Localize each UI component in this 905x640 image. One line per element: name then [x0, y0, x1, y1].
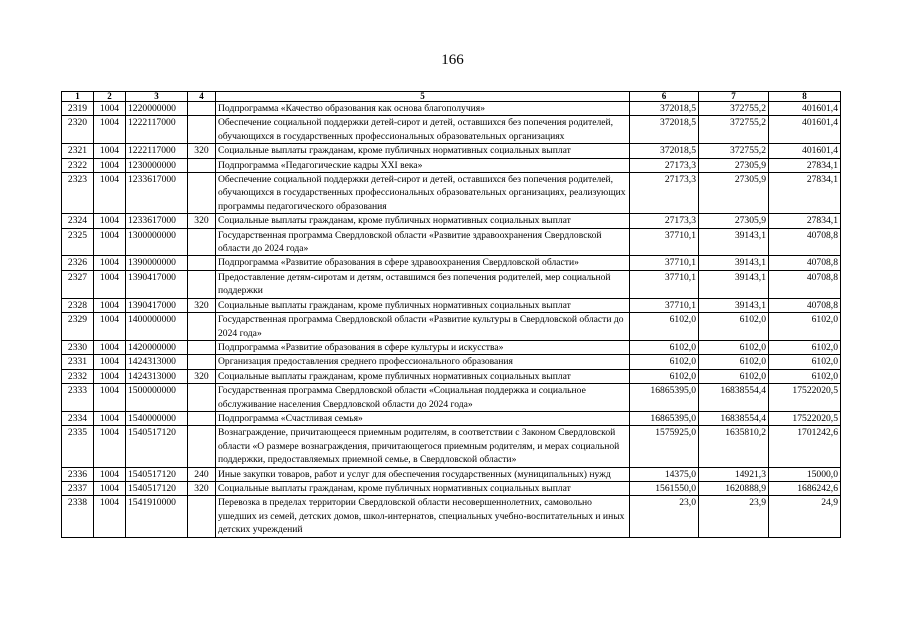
target-article-cell: 1424313000: [126, 369, 188, 383]
table-row: [62, 411, 841, 425]
row-number-cell: 2322: [62, 158, 94, 172]
expense-type-cell: 320: [188, 369, 216, 383]
expense-type-cell: [188, 158, 216, 172]
section-code-cell: 1004: [94, 144, 126, 158]
name-cell: Предоставление детям-сиротам и детям, оставшимся без попечения родителей, мер социальной поддержки: [216, 270, 630, 298]
expense-type-cell: [188, 313, 216, 341]
section-code-cell: 1004: [94, 467, 126, 481]
amount-2024-cell: 6102,0: [769, 369, 841, 383]
row-number-cell: 2321: [62, 144, 94, 158]
section-code-cell: 1004: [94, 214, 126, 228]
target-article-cell: 1390000000: [126, 256, 188, 270]
amount-2023-cell: 372755,2: [699, 144, 769, 158]
expense-type-cell: [188, 355, 216, 369]
section-code-cell: 1004: [94, 426, 126, 467]
expense-type-cell: [188, 426, 216, 467]
amount-2024-cell: 401601,4: [769, 116, 841, 144]
expense-type-cell: [188, 173, 216, 214]
amount-2024-cell: 6102,0: [769, 355, 841, 369]
expense-type-cell: [188, 411, 216, 425]
amount-2023-cell: 372755,2: [699, 116, 769, 144]
section-code-cell: 1004: [94, 355, 126, 369]
row-number-cell: 2337: [62, 481, 94, 495]
name-cell: Перевозка в пределах территории Свердловской области несовершеннолетних, самовольно ушедших из семей, детских домов, школ-интернатов, специальных учебно-воспитательных и иных детских учреждений: [216, 496, 630, 537]
expense-type-cell: [188, 102, 216, 116]
target-article-cell: 1233617000: [126, 214, 188, 228]
row-number-cell: 2334: [62, 411, 94, 425]
table-row: [62, 116, 841, 144]
amount-2022-cell: 1575925,0: [630, 426, 699, 467]
amount-2022-cell: 16865395,0: [630, 384, 699, 412]
row-number-cell: 2332: [62, 369, 94, 383]
table-row: [62, 144, 841, 158]
name-cell: Социальные выплаты гражданам, кроме публичных нормативных социальных выплат: [216, 144, 630, 158]
name-cell: Государственная программа Свердловской области «Социальная поддержка и социальное обслуживание населения Свердловской области до 2024 года»: [216, 384, 630, 412]
row-number-cell: 2338: [62, 496, 94, 537]
row-number-cell: 2326: [62, 256, 94, 270]
name-cell: Подпрограмма «Развитие образования в сфере культуры и искусства»: [216, 340, 630, 354]
section-code-cell: 1004: [94, 340, 126, 354]
amount-2023-cell: 27305,9: [699, 214, 769, 228]
amount-2023-cell: 16838554,4: [699, 411, 769, 425]
section-code-cell: 1004: [94, 496, 126, 537]
header-col-7: 7: [699, 92, 769, 102]
name-cell: Подпрограмма «Качество образования как основа благополучия»: [216, 102, 630, 116]
table-row: [62, 496, 841, 537]
amount-2022-cell: 27173,3: [630, 214, 699, 228]
amount-2024-cell: 6102,0: [769, 340, 841, 354]
amount-2022-cell: 23,0: [630, 496, 699, 537]
row-number-cell: 2325: [62, 228, 94, 256]
target-article-cell: 1420000000: [126, 340, 188, 354]
table-row: [62, 102, 841, 116]
name-cell: Социальные выплаты гражданам, кроме публичных нормативных социальных выплат: [216, 481, 630, 495]
target-article-cell: 1400000000: [126, 313, 188, 341]
amount-2023-cell: 14921,3: [699, 467, 769, 481]
row-number-cell: 2330: [62, 340, 94, 354]
row-number-cell: 2327: [62, 270, 94, 298]
section-code-cell: 1004: [94, 228, 126, 256]
amount-2023-cell: 372755,2: [699, 102, 769, 116]
amount-2023-cell: 39143,1: [699, 256, 769, 270]
section-code-cell: 1004: [94, 313, 126, 341]
target-article-cell: 1540517120: [126, 426, 188, 467]
table-row: [62, 426, 841, 467]
amount-2024-cell: 27834,1: [769, 173, 841, 214]
amount-2024-cell: 17522020,5: [769, 411, 841, 425]
amount-2022-cell: 37710,1: [630, 228, 699, 256]
header-col-3: 3: [126, 92, 188, 102]
table-row: [62, 270, 841, 298]
amount-2023-cell: 1635810,2: [699, 426, 769, 467]
target-article-cell: 1500000000: [126, 384, 188, 412]
name-cell: Социальные выплаты гражданам, кроме публичных нормативных социальных выплат: [216, 214, 630, 228]
table-body: [62, 102, 841, 538]
target-article-cell: 1540517120: [126, 481, 188, 495]
target-article-cell: 1220000000: [126, 102, 188, 116]
amount-2022-cell: 6102,0: [630, 355, 699, 369]
budget-table: [61, 91, 841, 538]
amount-2024-cell: 401601,4: [769, 144, 841, 158]
amount-2022-cell: 372018,5: [630, 102, 699, 116]
target-article-cell: 1222117000: [126, 116, 188, 144]
section-code-cell: 1004: [94, 256, 126, 270]
target-article-cell: 1300000000: [126, 228, 188, 256]
name-cell: Обеспечение социальной поддержки детей-сирот и детей, оставшихся без попечения родителей, обучающихся в государственных профессиональных образовательных организациях: [216, 116, 630, 144]
amount-2022-cell: 372018,5: [630, 144, 699, 158]
table-row: [62, 384, 841, 412]
amount-2022-cell: 16865395,0: [630, 411, 699, 425]
amount-2022-cell: 6102,0: [630, 313, 699, 341]
section-code-cell: 1004: [94, 173, 126, 214]
table-row: [62, 355, 841, 369]
amount-2022-cell: 27173,3: [630, 173, 699, 214]
table-row: [62, 298, 841, 312]
table-row: [62, 256, 841, 270]
header-col-8: 8: [769, 92, 841, 102]
row-number-cell: 2333: [62, 384, 94, 412]
amount-2023-cell: 27305,9: [699, 173, 769, 214]
target-article-cell: 1390417000: [126, 298, 188, 312]
amount-2023-cell: 39143,1: [699, 298, 769, 312]
amount-2023-cell: 6102,0: [699, 355, 769, 369]
table-row: [62, 173, 841, 214]
name-cell: Обеспечение социальной поддержки детей-сирот и детей, оставшихся без попечения родителей, обучающихся в государственных профессиональных образовательных организациях, реализующих программы педагогического образования: [216, 173, 630, 214]
section-code-cell: 1004: [94, 369, 126, 383]
name-cell: Вознаграждение, причитающееся приемным родителям, в соответствии с Законом Свердловской области «О размере вознаграждения, причитающегося приемным родителям, и мерах социальной поддержки, предоставляемых приемной семье, в Свердловской области»: [216, 426, 630, 467]
header-col-6: 6: [630, 92, 699, 102]
row-number-cell: 2320: [62, 116, 94, 144]
amount-2024-cell: 40708,8: [769, 298, 841, 312]
amount-2022-cell: 37710,1: [630, 256, 699, 270]
expense-type-cell: [188, 256, 216, 270]
row-number-cell: 2323: [62, 173, 94, 214]
amount-2024-cell: 15000,0: [769, 467, 841, 481]
row-number-cell: 2331: [62, 355, 94, 369]
table-row: [62, 158, 841, 172]
row-number-cell: 2335: [62, 426, 94, 467]
amount-2023-cell: 1620888,9: [699, 481, 769, 495]
expense-type-cell: [188, 384, 216, 412]
expense-type-cell: 320: [188, 298, 216, 312]
name-cell: Иные закупки товаров, работ и услуг для обеспечения государственных (муниципальных) нужд: [216, 467, 630, 481]
target-article-cell: 1390417000: [126, 270, 188, 298]
amount-2023-cell: 6102,0: [699, 340, 769, 354]
amount-2023-cell: 23,9: [699, 496, 769, 537]
name-cell: Социальные выплаты гражданам, кроме публичных нормативных социальных выплат: [216, 298, 630, 312]
page-number: 166: [441, 52, 464, 68]
section-code-cell: 1004: [94, 481, 126, 495]
table-header-row: [62, 92, 841, 102]
amount-2023-cell: 6102,0: [699, 369, 769, 383]
amount-2024-cell: 17522020,5: [769, 384, 841, 412]
target-article-cell: 1424313000: [126, 355, 188, 369]
name-cell: Государственная программа Свердловской области «Развитие здравоохранения Свердловской области до 2024 года»: [216, 228, 630, 256]
amount-2022-cell: 6102,0: [630, 340, 699, 354]
amount-2022-cell: 37710,1: [630, 298, 699, 312]
amount-2024-cell: 27834,1: [769, 158, 841, 172]
table-row: [62, 228, 841, 256]
expense-type-cell: [188, 228, 216, 256]
amount-2024-cell: 27834,1: [769, 214, 841, 228]
header-col-4: 4: [188, 92, 216, 102]
amount-2022-cell: 1561550,0: [630, 481, 699, 495]
amount-2024-cell: 40708,8: [769, 228, 841, 256]
expense-type-cell: 320: [188, 481, 216, 495]
amount-2023-cell: 39143,1: [699, 270, 769, 298]
amount-2022-cell: 37710,1: [630, 270, 699, 298]
amount-2024-cell: 1686242,6: [769, 481, 841, 495]
expense-type-cell: [188, 496, 216, 537]
amount-2022-cell: 6102,0: [630, 369, 699, 383]
amount-2022-cell: 27173,3: [630, 158, 699, 172]
header-col-2: 2: [94, 92, 126, 102]
expense-type-cell: [188, 270, 216, 298]
name-cell: Организация предоставления среднего профессионального образования: [216, 355, 630, 369]
section-code-cell: 1004: [94, 298, 126, 312]
target-article-cell: 1230000000: [126, 158, 188, 172]
table-row: [62, 467, 841, 481]
target-article-cell: 1222117000: [126, 144, 188, 158]
amount-2023-cell: 39143,1: [699, 228, 769, 256]
amount-2023-cell: 27305,9: [699, 158, 769, 172]
table-row: [62, 340, 841, 354]
row-number-cell: 2324: [62, 214, 94, 228]
name-cell: Социальные выплаты гражданам, кроме публичных нормативных социальных выплат: [216, 369, 630, 383]
expense-type-cell: 320: [188, 214, 216, 228]
amount-2024-cell: 40708,8: [769, 270, 841, 298]
row-number-cell: 2328: [62, 298, 94, 312]
amount-2023-cell: 6102,0: [699, 313, 769, 341]
name-cell: Подпрограмма «Счастливая семья»: [216, 411, 630, 425]
table-row: [62, 214, 841, 228]
section-code-cell: 1004: [94, 270, 126, 298]
expense-type-cell: 240: [188, 467, 216, 481]
section-code-cell: 1004: [94, 102, 126, 116]
table-row: [62, 481, 841, 495]
target-article-cell: 1233617000: [126, 173, 188, 214]
amount-2024-cell: 401601,4: [769, 102, 841, 116]
amount-2024-cell: 24,9: [769, 496, 841, 537]
amount-2024-cell: 1701242,6: [769, 426, 841, 467]
table-row: [62, 313, 841, 341]
name-cell: Подпрограмма «Развитие образования в сфере здравоохранения Свердловской области»: [216, 256, 630, 270]
amount-2024-cell: 40708,8: [769, 256, 841, 270]
row-number-cell: 2329: [62, 313, 94, 341]
amount-2023-cell: 16838554,4: [699, 384, 769, 412]
target-article-cell: 1540000000: [126, 411, 188, 425]
amount-2022-cell: 14375,0: [630, 467, 699, 481]
amount-2022-cell: 372018,5: [630, 116, 699, 144]
row-number-cell: 2336: [62, 467, 94, 481]
table-row: [62, 369, 841, 383]
target-article-cell: 1540517120: [126, 467, 188, 481]
header-col-5: 5: [216, 92, 630, 102]
section-code-cell: 1004: [94, 158, 126, 172]
section-code-cell: 1004: [94, 116, 126, 144]
row-number-cell: 2319: [62, 102, 94, 116]
expense-type-cell: 320: [188, 144, 216, 158]
section-code-cell: 1004: [94, 384, 126, 412]
header-col-1: 1: [62, 92, 94, 102]
expense-type-cell: [188, 116, 216, 144]
amount-2024-cell: 6102,0: [769, 313, 841, 341]
target-article-cell: 1541910000: [126, 496, 188, 537]
name-cell: Государственная программа Свердловской области «Развитие культуры в Свердловской области до 2024 года»: [216, 313, 630, 341]
section-code-cell: 1004: [94, 411, 126, 425]
name-cell: Подпрограмма «Педагогические кадры XXI века»: [216, 158, 630, 172]
expense-type-cell: [188, 340, 216, 354]
